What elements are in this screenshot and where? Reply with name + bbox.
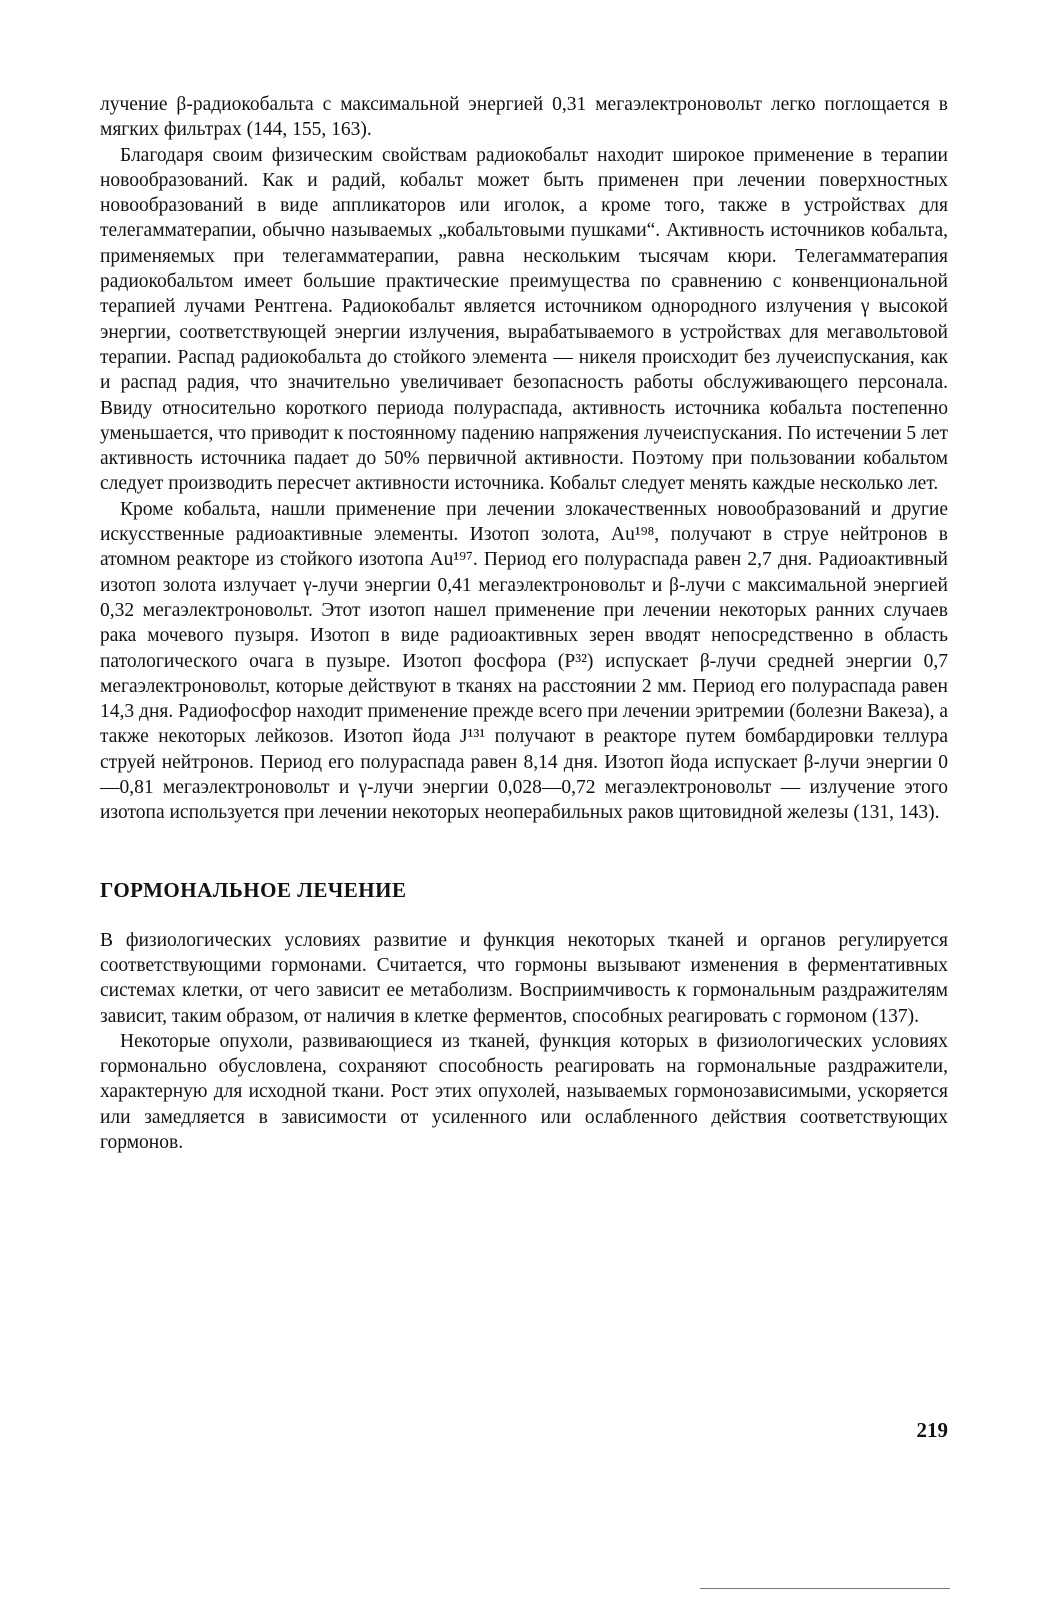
paragraph-continuation: лучение β-радиокобальта с максимальной энергией 0,31 мегаэлектроновольт легко поглощается в мягких фильтрах (144, 155, 163). xyxy=(100,94,948,141)
paragraph-hormones-intro: В физиологических условиях развитие и функция некоторых тканей и органов регулируется соответствующими гормонами. Считается, что гормоны вызывают изменения в ферментативных системах клетки, от чего зависит ее метаболизм. Восприимчивость к гормональным раздражителям зависит, таким образом, от наличия в клетке ферментов, способных реагировать с гормоном (137). xyxy=(100,929,948,1027)
paragraph-hormone-dependent-tumors: Некоторые опухоли, развивающиеся из тканей, функция которых в физиологических условиях гормонально обусловлена, сохраняют способность реагировать на гормональные раздражители, характерную для исходной ткани. Рост этих опухолей, называемых гормонозависимыми, ускоряется или замедляется в зависимости от усиленного или ослабленного действия соответствующих гормонов. xyxy=(100,1030,948,1153)
paragraph-radiocobalt: Благодаря своим физическим свойствам радиокобальт находит широкое применение в терапии новообразований. Как и радий, кобальт может быть применен при лечении поверхностных новообразований в виде аппликаторов или иголок, а кроме того, также в устройствах для телегамматерапии, обычно называемых „кобальтовыми пушками“. Активность источников кобальта, применяемых при телегамматерапии, равна нескольким тысячам кюри. Телегамматерапия радиокобальтом имеет большие практические преимущества по сравнению с конвенциональной терапией лучами Рентгена. Радиокобальт является источником однородного излучения γ высокой энергии, соответствующей энергии излучения, вырабатываемого в устройствах для мегавольтовой терапии. Распад радиокобальта до стойкого элемента — никеля происходит без лучеиспускания, как и распад радия, что значительно увеличивает безопасность работы обслуживающего персонала. Ввиду относительно короткого периода полураспада, активность источника кобальта постепенно уменьшается, что приводит к постоянному падению напряжения лучеиспускания. По истечении 5 лет активность источника падает до 50% первичной активности. Поэтому при пользовании кобальтом следует производить пересчет активности источника. Кобальт следует менять каждые несколько лет. xyxy=(100,144,948,495)
page-body xyxy=(100,92,948,1155)
paragraph-isotopes: Кроме кобальта, нашли применение при лечении злокачественных новообразований и другие искусственные радиоактивные элементы. Изотоп золота, Au¹⁹⁸, получают в струе нейтронов в атомном реакторе из стойкого изотопа Au¹⁹⁷. Период его полураспада равен 2,7 дня. Радиоактивный изотоп золота излучает γ-лучи энергии 0,41 мегаэлектроновольт и β-лучи с максимальной энергией 0,32 мегаэлектроновольт. Этот изотоп нашел применение при лечении некоторых ранних случаев рака мочевого пузыря. Изотоп в виде радиоактивных зерен вводят непосредственно в область патологического очага в пузыре. Изотоп фосфора (P³²) испускает β-лучи средней энергии 0,7 мегаэлектроновольт, которые действуют в тканях на расстоянии 2 мм. Период его полураспада равен 14,3 дня. Радиофосфор находит применение прежде всего при лечении эритремии (болезни Вакеза), а также некоторых лейкозов. Изотоп йода J¹³¹ получают в реакторе путем бомбардировки теллура струей нейтронов. Период его полураспада равен 8,14 дня. Изотоп йода испускает β-лучи энергии 0—0,81 мегаэлектроновольт и γ-лучи энергии 0,028—0,72 мегаэлектроновольт — излучение этого изотопа используется при лечении некоторых неоперабильных раков щитовидной железы (131, 143). xyxy=(100,498,948,824)
footer-rule xyxy=(700,1588,950,1589)
section-heading: ГОРМОНАЛЬНОЕ ЛЕЧЕНИЕ xyxy=(100,877,407,902)
page-number: 219 xyxy=(916,1418,948,1442)
